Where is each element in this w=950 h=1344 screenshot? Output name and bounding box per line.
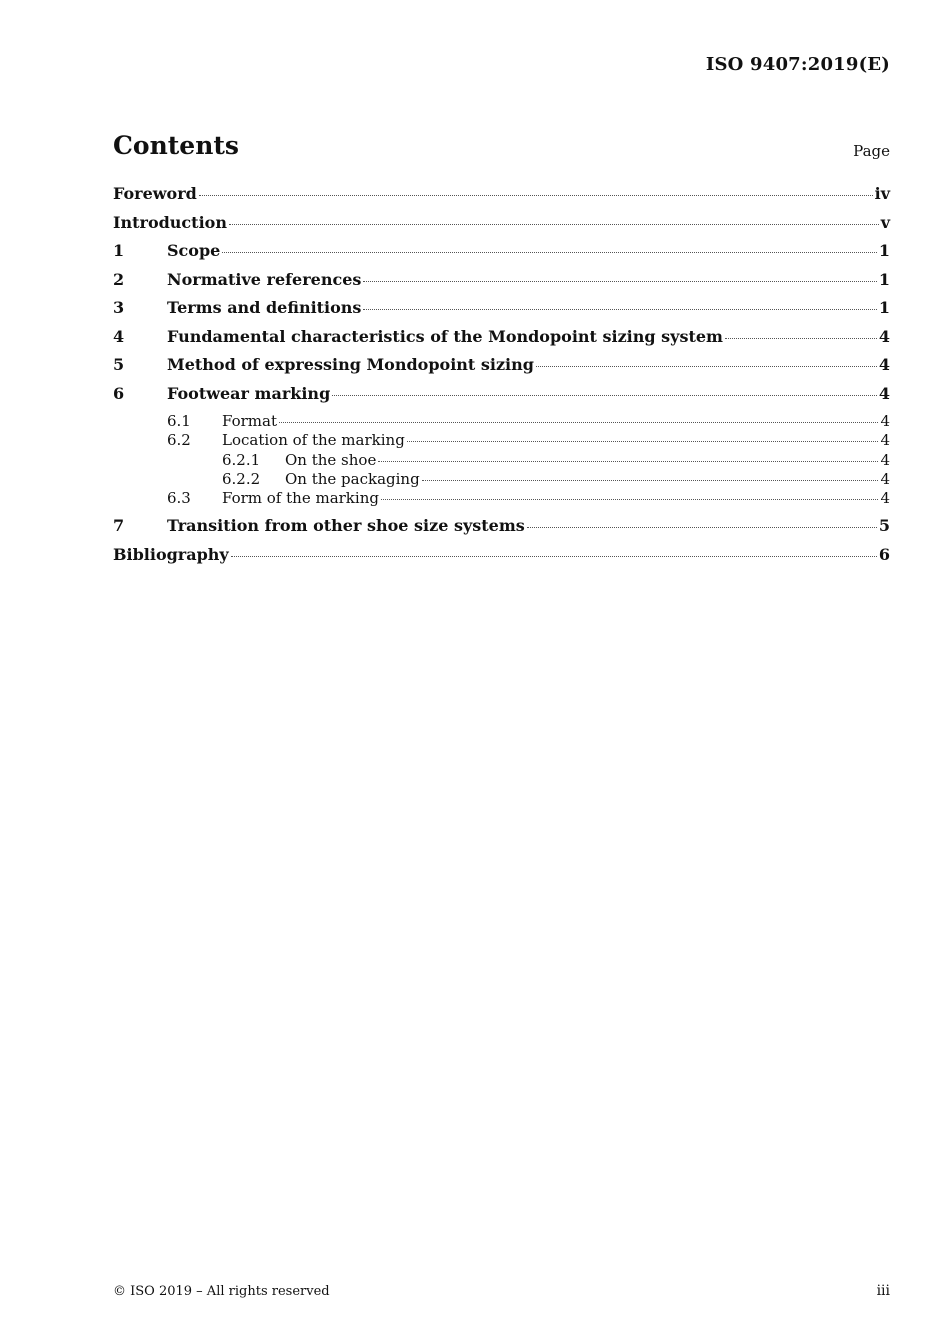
toc-entry-label: Format (222, 412, 277, 430)
toc-entry[interactable] (113, 270, 890, 299)
toc-entry-label: Foreword (113, 184, 197, 203)
toc-entry[interactable] (113, 451, 890, 470)
toc-dot-leader (222, 252, 877, 253)
toc-dot-leader (407, 441, 879, 442)
toc-entry-label: Fundamental characteristics of the Mondopoint sizing system (167, 326, 723, 346)
toc-entry[interactable] (113, 184, 890, 213)
toc-entry-number: 7 (113, 516, 125, 536)
toc-entry-number: 5 (113, 355, 125, 374)
toc-entry-number: 4 (113, 326, 125, 346)
toc-dot-leader (199, 195, 873, 196)
toc-dot-leader (229, 224, 879, 225)
toc-entry-label: Location of the marking (222, 431, 405, 450)
toc-dot-leader (363, 281, 876, 282)
toc-entry-number: 6.2.2 (222, 469, 261, 488)
toc-entry-page: 4 (880, 469, 890, 488)
toc-entry-label: On the shoe (285, 450, 377, 469)
toc-entry[interactable] (113, 298, 890, 327)
toc-entry[interactable] (113, 470, 890, 489)
toc-entry-number: 6.3 (167, 489, 191, 508)
table-of-contents (113, 184, 890, 573)
toc-entry[interactable] (113, 545, 890, 574)
toc-entry[interactable] (113, 412, 890, 431)
toc-dot-leader (378, 461, 878, 462)
toc-entry-label: Form of the marking (222, 489, 379, 508)
toc-entry[interactable] (113, 384, 890, 413)
page-column-label: Page (853, 142, 890, 160)
toc-entry-number: 6.2.1 (222, 450, 261, 469)
toc-entry-number: 3 (113, 298, 125, 317)
toc-entry-page: 4 (880, 431, 890, 450)
toc-entry[interactable] (113, 431, 890, 450)
toc-dot-leader (725, 338, 877, 339)
toc-entry-page: 1 (878, 298, 890, 317)
toc-dot-leader (381, 499, 879, 500)
toc-entry-number: 6.2 (167, 431, 191, 450)
toc-entry-label: Scope (167, 241, 221, 260)
toc-entry[interactable] (113, 241, 890, 270)
toc-entry-page: 4 (878, 383, 890, 403)
toc-entry-number: 2 (113, 269, 125, 289)
toc-entry-page: 4 (880, 450, 890, 469)
toc-entry-page: 4 (878, 326, 890, 346)
toc-entry[interactable] (113, 213, 890, 242)
toc-entry-page: 4 (880, 412, 890, 430)
toc-entry-number: 6 (113, 383, 125, 403)
toc-entry-label: Transition from other shoe size systems (167, 516, 525, 536)
toc-entry-number: 6.1 (167, 412, 191, 430)
toc-dot-leader (527, 527, 877, 528)
toc-dot-leader (332, 395, 877, 396)
toc-entry-page: 5 (878, 516, 890, 536)
toc-entry-label: Footwear marking (167, 383, 331, 403)
toc-entry-label: Terms and definitions (167, 298, 362, 317)
toc-entry-label: Normative references (167, 269, 362, 289)
toc-entry-page: 4 (880, 489, 890, 508)
document-id: ISO 9407:2019(E) (705, 54, 890, 75)
toc-dot-leader (422, 480, 879, 481)
contents-title: Contents (113, 131, 240, 160)
footer-copyright: © ISO 2019 – All rights reserved (113, 1284, 330, 1299)
toc-entry-label: On the packaging (285, 469, 420, 488)
toc-entry-page: 4 (878, 355, 890, 374)
toc-dot-leader (363, 309, 876, 310)
toc-entry-page: v (880, 212, 890, 232)
toc-entry-label: Bibliography (113, 544, 229, 564)
toc-entry-page: iv (874, 184, 890, 203)
toc-entry-page: 1 (878, 241, 890, 260)
toc-entry-page: 6 (878, 544, 890, 564)
toc-entry-label: Introduction (113, 212, 227, 232)
toc-entry[interactable] (113, 355, 890, 384)
toc-entry-label: Method of expressing Mondopoint sizing (167, 355, 534, 374)
toc-entry-number: 1 (113, 241, 125, 260)
toc-entry[interactable] (113, 516, 890, 545)
toc-dot-leader (231, 556, 877, 557)
toc-dot-leader (536, 366, 877, 367)
toc-entry[interactable] (113, 489, 890, 508)
toc-entry-page: 1 (878, 269, 890, 289)
toc-entry[interactable] (113, 327, 890, 356)
footer-page-number: iii (876, 1283, 890, 1299)
toc-dot-leader (279, 422, 878, 423)
